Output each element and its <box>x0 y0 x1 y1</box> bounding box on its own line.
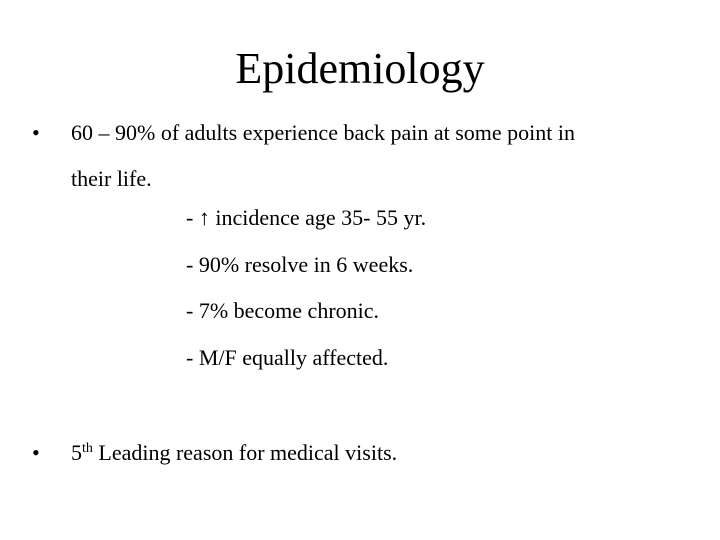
sub-item-gender: - M/F equally affected. <box>186 345 389 370</box>
bullet-marker: • <box>32 440 40 465</box>
bullet-marker: • <box>32 120 40 145</box>
bullet-text <box>44 440 684 466</box>
slide-title: Epidemiology <box>235 44 485 93</box>
bullet-text-line-1: 60 – 90% of adults experience back pain at some point in <box>71 120 576 145</box>
bullet-rest: Leading reason for medical visits. <box>92 440 398 465</box>
bullet-number: 5 <box>71 440 82 465</box>
ordinal-superscript: th <box>82 441 93 456</box>
bullet-item <box>32 120 684 192</box>
sub-item-resolve: - 90% resolve in 6 weeks. <box>186 252 414 277</box>
bullet-text-line-2: their life. <box>71 166 152 191</box>
sub-item-incidence: - ↑ incidence age 35- 55 yr. <box>186 205 427 230</box>
bullet-item <box>32 440 684 466</box>
sub-item-chronic: - 7% become chronic. <box>186 298 380 323</box>
